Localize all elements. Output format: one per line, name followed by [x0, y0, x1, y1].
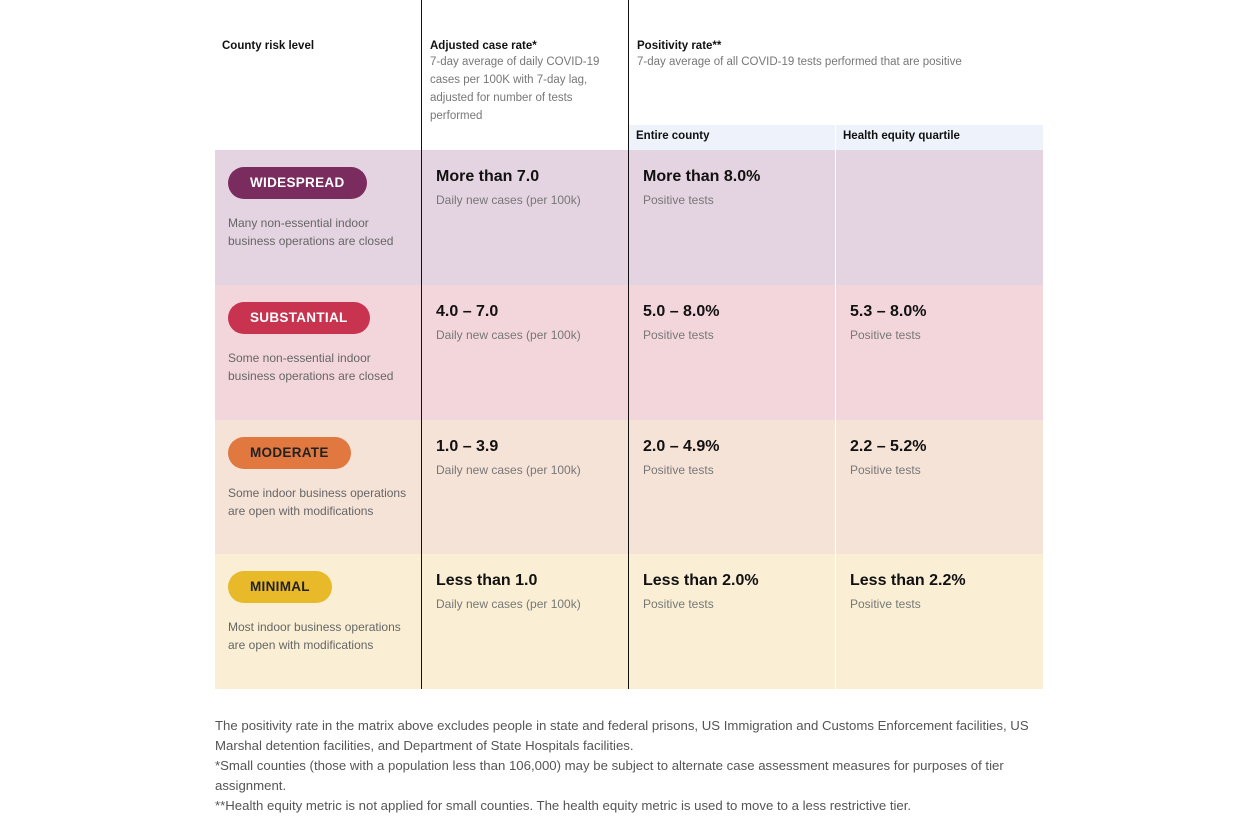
case-rate-value: 4.0 – 7.0 [436, 303, 499, 320]
equity-positivity-value: Less than 2.2% [850, 572, 966, 589]
county-positivity-unit: Positive tests [643, 597, 714, 611]
county-positivity-value: Less than 2.0% [643, 572, 759, 589]
equity-positivity-cell [835, 150, 1043, 285]
tier-row-moderate [215, 420, 1043, 555]
case-rate-value: 1.0 – 3.9 [436, 438, 499, 455]
county-positivity-value: 2.0 – 4.9% [643, 438, 720, 455]
equity-positivity-unit: Positive tests [850, 328, 921, 342]
case-rate-cell [421, 150, 628, 285]
equity-positivity-unit: Positive tests [850, 597, 921, 611]
footnote-small-counties: *Small counties (those with a population less than 106,000) may be subject to alternate case assessment measures for purposes of tier assignment. [215, 758, 1004, 793]
county-positivity-unit: Positive tests [643, 463, 714, 477]
footnotes [215, 716, 1055, 816]
tier-desc: Some indoor business operations are open with modifications [228, 486, 407, 518]
header-risk-level [215, 0, 421, 150]
case-rate-value: Less than 1.0 [436, 572, 538, 589]
equity-positivity-cell [835, 285, 1043, 420]
case-rate-value: More than 7.0 [436, 168, 540, 185]
case-rate-cell [421, 285, 628, 420]
positivity-title: Positivity rate** [637, 40, 722, 52]
subheader-health-equity: Health equity quartile [836, 125, 1043, 150]
risk-cell [215, 420, 421, 555]
county-positivity-value: More than 8.0% [643, 168, 761, 185]
tier-desc: Many non-essential indoor business operations are closed [228, 216, 394, 248]
case-rate-title: Adjusted case rate* [430, 40, 537, 52]
tier-row-substantial [215, 285, 1043, 420]
county-positivity-cell [628, 420, 835, 555]
county-positivity-unit: Positive tests [643, 328, 714, 342]
case-rate-desc: 7-day average of daily COVID-19 cases per 100K with 7-day lag, adjusted for number of tests performed [430, 56, 600, 122]
tier-badge: WIDESPREAD [228, 167, 367, 199]
footnote-health-equity: **Health equity metric is not applied for small counties. The health equity metric is used to move to a less restrictive tier. [215, 798, 912, 813]
subheader-entire-county: Entire county [629, 125, 835, 150]
risk-cell [215, 554, 421, 689]
county-positivity-cell [628, 554, 835, 689]
risk-cell [215, 150, 421, 285]
case-rate-unit: Daily new cases (per 100k) [436, 193, 581, 207]
case-rate-unit: Daily new cases (per 100k) [436, 597, 581, 611]
tier-row-minimal [215, 554, 1043, 689]
case-rate-unit: Daily new cases (per 100k) [436, 328, 581, 342]
tier-badge: MINIMAL [228, 571, 332, 603]
tier-badge: SUBSTANTIAL [228, 302, 370, 334]
footnote-positivity: The positivity rate in the matrix above excludes people in state and federal prisons, US Immigration and Customs Enforcement facilities, US Marshal detention facilities, and Department of State Hospitals facilities. [215, 718, 1029, 753]
positivity-desc: 7-day average of all COVID-19 tests performed that are positive [637, 56, 962, 68]
risk-cell [215, 285, 421, 420]
tier-badge: MODERATE [228, 437, 351, 469]
case-rate-cell [421, 554, 628, 689]
equity-positivity-value: 2.2 – 5.2% [850, 438, 927, 455]
tier-row-widespread [215, 150, 1043, 285]
case-rate-cell [421, 420, 628, 555]
county-positivity-cell [628, 150, 835, 285]
tier-desc: Most indoor business operations are open with modifications [228, 620, 401, 652]
case-rate-unit: Daily new cases (per 100k) [436, 463, 581, 477]
equity-positivity-cell [835, 420, 1043, 555]
county-positivity-value: 5.0 – 8.0% [643, 303, 720, 320]
county-positivity-unit: Positive tests [643, 193, 714, 207]
risk-level-title: County risk level [222, 40, 315, 52]
equity-positivity-cell [835, 554, 1043, 689]
tier-desc: Some non-essential indoor business operations are closed [228, 351, 394, 383]
header-case-rate [421, 0, 628, 150]
equity-positivity-value: 5.3 – 8.0% [850, 303, 927, 320]
equity-positivity-unit: Positive tests [850, 463, 921, 477]
county-positivity-cell [628, 285, 835, 420]
